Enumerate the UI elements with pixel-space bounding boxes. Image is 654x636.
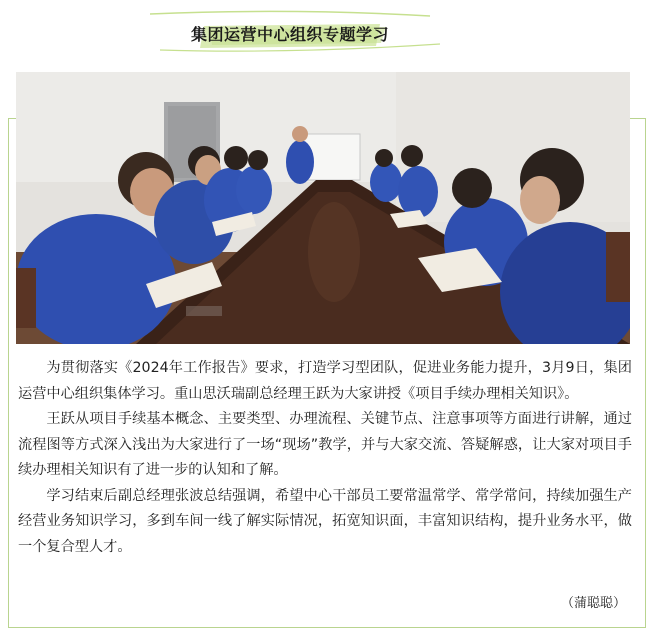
article-paragraph-3: 学习结束后副总经理张波总结强调，希望中心干部员工要常温常学、常学常问，持续加强生产经营业务知识学习，多到车间一线了解实际情况，拓宽知识面，丰富知识结构，提升业务水平，做一个复合型人才。 [18, 487, 632, 555]
author-credit: （蒲聪聪） [560, 596, 626, 611]
article-paragraph-1: 为贯彻落实《2024年工作报告》要求，打造学习型团队，促进业务能力提升，3月9日，集团运营中心组织集体学习。重山思沃瑞副总经理王跃为大家讲授《项目手续办理相关知识》。 [18, 360, 632, 402]
page-title: 集团运营中心组织专题学习 [190, 25, 389, 44]
title-banner [140, 10, 440, 54]
meeting-photo [16, 72, 630, 344]
article-body [18, 356, 632, 560]
article-paragraph-2: 王跃从项目手续基本概念、主要类型、办理流程、关键节点、注意事项等方面进行讲解，通过流程图等方式深入浅出为大家进行了一场“现场”教学，并与大家交流、答疑解惑，让大家对项目手续办理相关知识有了进一步的认知和了解。 [18, 411, 632, 478]
